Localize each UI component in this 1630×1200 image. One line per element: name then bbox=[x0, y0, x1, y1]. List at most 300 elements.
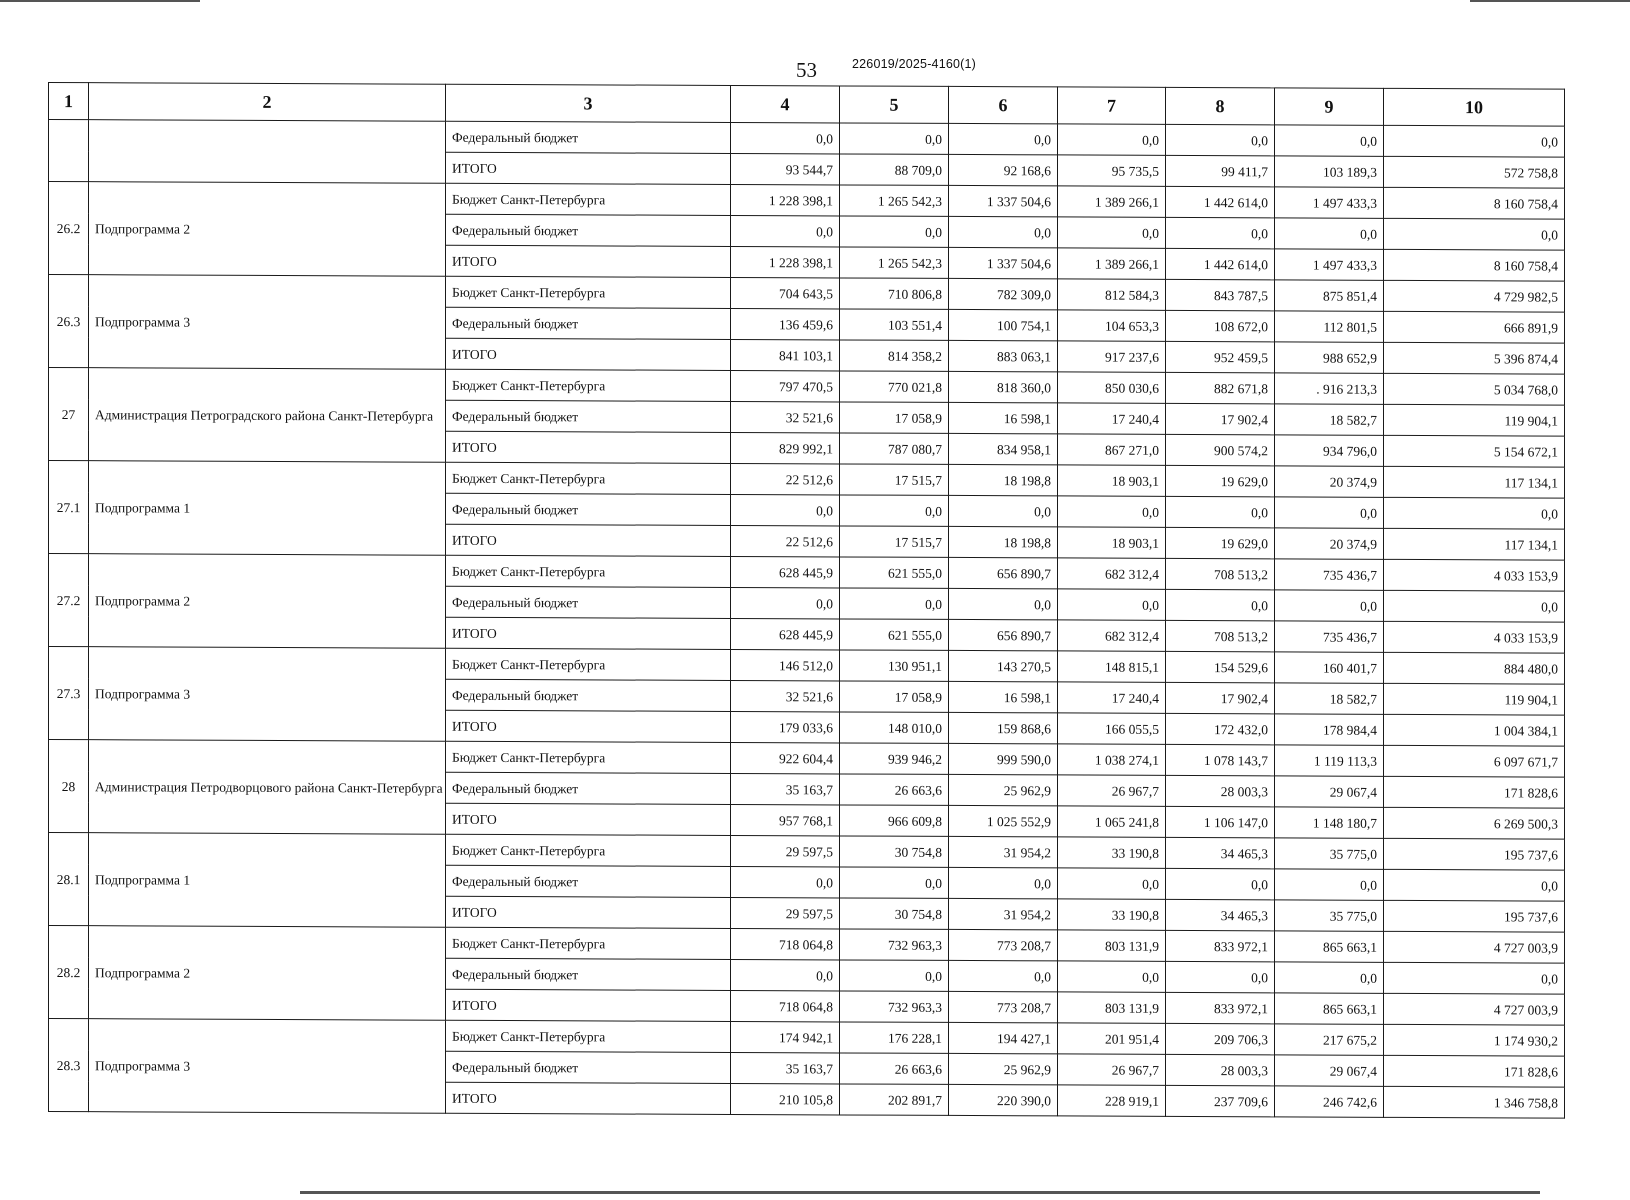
amount-cell: 917 237,6 bbox=[1058, 341, 1166, 372]
amount-cell: 0,0 bbox=[1384, 962, 1565, 994]
funding-source: Бюджет Санкт-Петербурга bbox=[446, 183, 731, 215]
amount-cell: 829 992,1 bbox=[731, 432, 840, 463]
amount-cell: 171 828,6 bbox=[1384, 776, 1565, 808]
amount-cell: 92 168,6 bbox=[949, 154, 1058, 185]
amount-cell: 0,0 bbox=[949, 216, 1058, 247]
amount-cell: 0,0 bbox=[731, 215, 840, 246]
amount-cell: 708 513,2 bbox=[1166, 558, 1275, 589]
amount-cell: 621 555,0 bbox=[840, 619, 949, 650]
row-number: 26.3 bbox=[49, 275, 89, 368]
amount-cell: 0,0 bbox=[1058, 496, 1166, 527]
amount-cell: 0,0 bbox=[731, 959, 840, 990]
funding-source: Бюджет Санкт-Петербурга bbox=[446, 927, 731, 959]
program-name: Подпрограмма 1 bbox=[89, 833, 446, 928]
row-number: 27.3 bbox=[49, 647, 89, 740]
column-header: 9 bbox=[1275, 88, 1384, 125]
funding-source: Федеральный бюджет bbox=[446, 493, 731, 525]
amount-cell: 922 604,4 bbox=[731, 742, 840, 773]
amount-cell: 0,0 bbox=[1058, 217, 1166, 248]
amount-cell: 34 465,3 bbox=[1166, 899, 1275, 930]
funding-source: Федеральный бюджет bbox=[446, 307, 731, 339]
funding-source: ИТОГО bbox=[446, 896, 731, 928]
funding-source: Федеральный бюджет bbox=[446, 214, 731, 246]
amount-cell: 710 806,8 bbox=[840, 278, 949, 309]
amount-cell: 103 551,4 bbox=[840, 309, 949, 340]
budget-table bbox=[48, 82, 1565, 1119]
funding-source: Федеральный бюджет bbox=[446, 958, 731, 990]
amount-cell: 628 445,9 bbox=[731, 618, 840, 649]
amount-cell: 4 727 003,9 bbox=[1384, 993, 1565, 1025]
program-name bbox=[89, 120, 446, 184]
amount-cell: 0,0 bbox=[1166, 496, 1275, 527]
amount-cell: 883 063,1 bbox=[949, 340, 1058, 371]
amount-cell: 0,0 bbox=[1166, 124, 1275, 155]
program-name: Подпрограмма 2 bbox=[89, 182, 446, 277]
amount-cell: 770 021,8 bbox=[840, 371, 949, 402]
amount-cell: 103 189,3 bbox=[1275, 156, 1384, 187]
column-header: 2 bbox=[89, 83, 446, 122]
amount-cell: 735 436,7 bbox=[1275, 559, 1384, 590]
amount-cell: 176 228,1 bbox=[840, 1022, 949, 1053]
amount-cell: 4 727 003,9 bbox=[1384, 931, 1565, 963]
amount-cell: 246 742,6 bbox=[1275, 1086, 1384, 1117]
amount-cell: 834 958,1 bbox=[949, 433, 1058, 464]
amount-cell: 0,0 bbox=[1384, 869, 1565, 901]
amount-cell: 17 058,9 bbox=[840, 681, 949, 712]
amount-cell: 1 442 614,0 bbox=[1166, 248, 1275, 279]
amount-cell: 26 967,7 bbox=[1058, 1054, 1166, 1085]
document-code: 226019/2025-4160(1) bbox=[852, 57, 977, 71]
amount-cell: 1 038 274,1 bbox=[1058, 744, 1166, 775]
amount-cell: 25 962,9 bbox=[949, 1053, 1058, 1084]
amount-cell: 814 358,2 bbox=[840, 340, 949, 371]
row-number: 27 bbox=[49, 368, 89, 461]
amount-cell: 704 643,5 bbox=[731, 277, 840, 308]
amount-cell: 735 436,7 bbox=[1275, 621, 1384, 652]
amount-cell: 865 663,1 bbox=[1275, 993, 1384, 1024]
program-name: Подпрограмма 3 bbox=[89, 647, 446, 742]
table-row bbox=[49, 461, 1565, 499]
amount-cell: 154 529,6 bbox=[1166, 651, 1275, 682]
row-number: 28.1 bbox=[49, 833, 89, 926]
amount-cell: 0,0 bbox=[949, 495, 1058, 526]
funding-source: Федеральный бюджет bbox=[446, 400, 731, 432]
amount-cell: 159 868,6 bbox=[949, 712, 1058, 743]
amount-cell: 957 768,1 bbox=[731, 804, 840, 835]
amount-cell: 867 271,0 bbox=[1058, 434, 1166, 465]
amount-cell: 28 003,3 bbox=[1166, 775, 1275, 806]
amount-cell: 833 972,1 bbox=[1166, 992, 1275, 1023]
amount-cell: 4 033 153,9 bbox=[1384, 559, 1565, 591]
amount-cell: 803 131,9 bbox=[1058, 992, 1166, 1023]
amount-cell: 1 265 542,3 bbox=[840, 185, 949, 216]
amount-cell: 5 396 874,4 bbox=[1384, 342, 1565, 374]
amount-cell: 1 174 930,2 bbox=[1384, 1024, 1565, 1056]
amount-cell: 16 598,1 bbox=[949, 681, 1058, 712]
amount-cell: 18 198,8 bbox=[949, 464, 1058, 495]
amount-cell: 1 106 147,0 bbox=[1166, 806, 1275, 837]
amount-cell: 732 963,3 bbox=[840, 929, 949, 960]
amount-cell: 178 984,4 bbox=[1275, 714, 1384, 745]
amount-cell: 882 671,8 bbox=[1166, 372, 1275, 403]
amount-cell: 0,0 bbox=[1058, 589, 1166, 620]
amount-cell: 19 629,0 bbox=[1166, 465, 1275, 496]
amount-cell: 29 067,4 bbox=[1275, 776, 1384, 807]
amount-cell: 884 480,0 bbox=[1384, 652, 1565, 684]
scan-edge-top-right bbox=[1470, 0, 1630, 2]
amount-cell: 782 309,0 bbox=[949, 278, 1058, 309]
amount-cell: 797 470,5 bbox=[731, 370, 840, 401]
amount-cell: 88 709,0 bbox=[840, 154, 949, 185]
amount-cell: 666 891,9 bbox=[1384, 311, 1565, 343]
amount-cell: 1 442 614,0 bbox=[1166, 186, 1275, 217]
funding-source: ИТОГО bbox=[446, 245, 731, 277]
funding-source: Федеральный бюджет bbox=[446, 121, 731, 153]
amount-cell: 34 465,3 bbox=[1166, 837, 1275, 868]
amount-cell: 17 902,4 bbox=[1166, 682, 1275, 713]
funding-source: Федеральный бюджет bbox=[446, 865, 731, 897]
amount-cell: 209 706,3 bbox=[1166, 1023, 1275, 1054]
amount-cell: 628 445,9 bbox=[731, 556, 840, 587]
amount-cell: 843 787,5 bbox=[1166, 279, 1275, 310]
column-header: 5 bbox=[840, 86, 949, 123]
amount-cell: 1 346 758,8 bbox=[1384, 1086, 1565, 1118]
funding-source: Федеральный бюджет bbox=[446, 772, 731, 804]
amount-cell: 18 198,8 bbox=[949, 526, 1058, 557]
amount-cell: 1 389 266,1 bbox=[1058, 186, 1166, 217]
amount-cell: 237 709,6 bbox=[1166, 1085, 1275, 1116]
amount-cell: 850 030,6 bbox=[1058, 372, 1166, 403]
amount-cell: 718 064,8 bbox=[731, 928, 840, 959]
amount-cell: 18 582,7 bbox=[1275, 683, 1384, 714]
amount-cell: 773 208,7 bbox=[949, 991, 1058, 1022]
column-header: 6 bbox=[949, 86, 1058, 123]
amount-cell: 621 555,0 bbox=[840, 557, 949, 588]
amount-cell: 17 058,9 bbox=[840, 402, 949, 433]
amount-cell: 0,0 bbox=[840, 960, 949, 991]
amount-cell: 148 010,0 bbox=[840, 712, 949, 743]
funding-source: ИТОГО bbox=[446, 152, 731, 184]
amount-cell: 6 097 671,7 bbox=[1384, 745, 1565, 777]
row-number: 27.2 bbox=[49, 554, 89, 647]
amount-cell: 0,0 bbox=[1058, 961, 1166, 992]
amount-cell: 25 962,9 bbox=[949, 774, 1058, 805]
amount-cell: 999 590,0 bbox=[949, 743, 1058, 774]
amount-cell: 201 951,4 bbox=[1058, 1023, 1166, 1054]
amount-cell: 17 240,4 bbox=[1058, 682, 1166, 713]
amount-cell: 0,0 bbox=[1384, 125, 1565, 157]
table-body bbox=[49, 120, 1565, 1119]
amount-cell: 18 903,1 bbox=[1058, 527, 1166, 558]
amount-cell: 1 004 384,1 bbox=[1384, 714, 1565, 746]
amount-cell: 0,0 bbox=[1275, 590, 1384, 621]
column-header: 3 bbox=[446, 84, 731, 122]
amount-cell: 228 919,1 bbox=[1058, 1085, 1166, 1116]
row-number: 28.2 bbox=[49, 926, 89, 1019]
column-header: 7 bbox=[1058, 87, 1166, 124]
document-page bbox=[48, 82, 1564, 1119]
amount-cell: 148 815,1 bbox=[1058, 651, 1166, 682]
amount-cell: 119 904,1 bbox=[1384, 404, 1565, 436]
amount-cell: 1 025 552,9 bbox=[949, 805, 1058, 836]
amount-cell: 35 775,0 bbox=[1275, 900, 1384, 931]
amount-cell: 1 148 180,7 bbox=[1275, 807, 1384, 838]
funding-source: ИТОГО bbox=[446, 1082, 731, 1114]
program-name: Подпрограмма 1 bbox=[89, 461, 446, 556]
funding-source: ИТОГО bbox=[446, 617, 731, 649]
amount-cell: 0,0 bbox=[1275, 869, 1384, 900]
amount-cell: 1 497 433,3 bbox=[1275, 249, 1384, 280]
amount-cell: 0,0 bbox=[1275, 218, 1384, 249]
table-row bbox=[49, 740, 1565, 778]
amount-cell: 1 337 504,6 bbox=[949, 185, 1058, 216]
amount-cell: 1 228 398,1 bbox=[731, 246, 840, 277]
amount-cell: 171 828,6 bbox=[1384, 1055, 1565, 1087]
amount-cell: 0,0 bbox=[731, 122, 840, 153]
table-row bbox=[49, 182, 1565, 220]
row-number: 27.1 bbox=[49, 461, 89, 554]
row-number: 28.3 bbox=[49, 1019, 89, 1112]
amount-cell: 28 003,3 bbox=[1166, 1054, 1275, 1085]
amount-cell: 117 134,1 bbox=[1384, 466, 1565, 498]
scan-edge-top-left bbox=[0, 0, 200, 2]
amount-cell: 0,0 bbox=[1166, 868, 1275, 899]
funding-source: ИТОГО bbox=[446, 524, 731, 556]
amount-cell: 17 515,7 bbox=[840, 464, 949, 495]
amount-cell: 117 134,1 bbox=[1384, 528, 1565, 560]
amount-cell: 18 582,7 bbox=[1275, 404, 1384, 435]
amount-cell: 195 737,6 bbox=[1384, 900, 1565, 932]
amount-cell: 95 735,5 bbox=[1058, 155, 1166, 186]
column-header: 8 bbox=[1166, 87, 1275, 124]
amount-cell: 0,0 bbox=[731, 494, 840, 525]
amount-cell: 29 067,4 bbox=[1275, 1055, 1384, 1086]
amount-cell: 841 103,1 bbox=[731, 339, 840, 370]
table-row bbox=[49, 1019, 1565, 1057]
amount-cell: 0,0 bbox=[1058, 868, 1166, 899]
amount-cell: 875 851,4 bbox=[1275, 280, 1384, 311]
program-name: Администрация Петродворцового района Санкт-Петербурга bbox=[89, 740, 446, 835]
funding-source: Бюджет Санкт-Петербурга bbox=[446, 648, 731, 680]
funding-source: Бюджет Санкт-Петербурга bbox=[446, 555, 731, 587]
amount-cell: 656 890,7 bbox=[949, 619, 1058, 650]
amount-cell: 682 312,4 bbox=[1058, 558, 1166, 589]
table-row bbox=[49, 647, 1565, 685]
amount-cell: 30 754,8 bbox=[840, 898, 949, 929]
amount-cell: 1 119 113,3 bbox=[1275, 745, 1384, 776]
table-row bbox=[49, 120, 1565, 158]
amount-cell: 146 512,0 bbox=[731, 649, 840, 680]
amount-cell: 8 160 758,4 bbox=[1384, 249, 1565, 281]
amount-cell: 100 754,1 bbox=[949, 309, 1058, 340]
funding-source: ИТОГО bbox=[446, 431, 731, 463]
amount-cell: 202 891,7 bbox=[840, 1084, 949, 1115]
row-number: 28 bbox=[49, 740, 89, 833]
amount-cell: 0,0 bbox=[1166, 961, 1275, 992]
amount-cell: 8 160 758,4 bbox=[1384, 187, 1565, 219]
amount-cell: 16 598,1 bbox=[949, 402, 1058, 433]
funding-source: ИТОГО bbox=[446, 803, 731, 835]
amount-cell: 179 033,6 bbox=[731, 711, 840, 742]
column-header: 10 bbox=[1384, 88, 1565, 126]
funding-source: ИТОГО bbox=[446, 338, 731, 370]
amount-cell: 22 512,6 bbox=[731, 463, 840, 494]
amount-cell: 732 963,3 bbox=[840, 991, 949, 1022]
amount-cell: 17 240,4 bbox=[1058, 403, 1166, 434]
program-name: Подпрограмма 2 bbox=[89, 926, 446, 1021]
amount-cell: 1 497 433,3 bbox=[1275, 187, 1384, 218]
row-number: 26.2 bbox=[49, 182, 89, 275]
amount-cell: 172 432,0 bbox=[1166, 713, 1275, 744]
amount-cell: 5 034 768,0 bbox=[1384, 373, 1565, 405]
amount-cell: 0,0 bbox=[840, 588, 949, 619]
amount-cell: 966 609,8 bbox=[840, 805, 949, 836]
funding-source: Бюджет Санкт-Петербурга bbox=[446, 741, 731, 773]
amount-cell: 1 228 398,1 bbox=[731, 184, 840, 215]
amount-cell: 17 515,7 bbox=[840, 526, 949, 557]
amount-cell: 5 154 672,1 bbox=[1384, 435, 1565, 467]
amount-cell: 160 401,7 bbox=[1275, 652, 1384, 683]
program-name: Подпрограмма 3 bbox=[89, 1019, 446, 1114]
amount-cell: 194 427,1 bbox=[949, 1022, 1058, 1053]
amount-cell: . 916 213,3 bbox=[1275, 373, 1384, 404]
amount-cell: 19 629,0 bbox=[1166, 527, 1275, 558]
funding-source: ИТОГО bbox=[446, 710, 731, 742]
amount-cell: 29 597,5 bbox=[731, 897, 840, 928]
amount-cell: 1 078 143,7 bbox=[1166, 744, 1275, 775]
amount-cell: 33 190,8 bbox=[1058, 899, 1166, 930]
funding-source: Бюджет Санкт-Петербурга bbox=[446, 834, 731, 866]
amount-cell: 682 312,4 bbox=[1058, 620, 1166, 651]
amount-cell: 99 411,7 bbox=[1166, 155, 1275, 186]
amount-cell: 0,0 bbox=[840, 495, 949, 526]
table-row bbox=[49, 275, 1565, 313]
amount-cell: 26 663,6 bbox=[840, 1053, 949, 1084]
amount-cell: 220 390,0 bbox=[949, 1084, 1058, 1115]
amount-cell: 26 967,7 bbox=[1058, 775, 1166, 806]
amount-cell: 35 775,0 bbox=[1275, 838, 1384, 869]
amount-cell: 818 360,0 bbox=[949, 371, 1058, 402]
program-name: Подпрограмма 3 bbox=[89, 275, 446, 370]
amount-cell: 934 796,0 bbox=[1275, 435, 1384, 466]
amount-cell: 0,0 bbox=[1275, 962, 1384, 993]
amount-cell: 136 459,6 bbox=[731, 308, 840, 339]
amount-cell: 0,0 bbox=[949, 588, 1058, 619]
amount-cell: 0,0 bbox=[949, 960, 1058, 991]
amount-cell: 31 954,2 bbox=[949, 898, 1058, 929]
amount-cell: 0,0 bbox=[1275, 497, 1384, 528]
funding-source: Федеральный бюджет bbox=[446, 679, 731, 711]
amount-cell: 952 459,5 bbox=[1166, 341, 1275, 372]
amount-cell: 104 653,3 bbox=[1058, 310, 1166, 341]
funding-source: Федеральный бюджет bbox=[446, 586, 731, 618]
amount-cell: 572 758,8 bbox=[1384, 156, 1565, 188]
amount-cell: 787 080,7 bbox=[840, 433, 949, 464]
amount-cell: 1 065 241,8 bbox=[1058, 806, 1166, 837]
amount-cell: 0,0 bbox=[840, 216, 949, 247]
table-row bbox=[49, 833, 1565, 871]
amount-cell: 773 208,7 bbox=[949, 929, 1058, 960]
amount-cell: 35 163,7 bbox=[731, 1052, 840, 1083]
amount-cell: 26 663,6 bbox=[840, 774, 949, 805]
amount-cell: 0,0 bbox=[1166, 217, 1275, 248]
amount-cell: 31 954,2 bbox=[949, 836, 1058, 867]
program-name: Администрация Петроградского района Санкт-Петербурга bbox=[89, 368, 446, 463]
amount-cell: 174 942,1 bbox=[731, 1021, 840, 1052]
amount-cell: 166 055,5 bbox=[1058, 713, 1166, 744]
amount-cell: 18 903,1 bbox=[1058, 465, 1166, 496]
amount-cell: 29 597,5 bbox=[731, 835, 840, 866]
amount-cell: 20 374,9 bbox=[1275, 466, 1384, 497]
program-name: Подпрограмма 2 bbox=[89, 554, 446, 649]
amount-cell: 4 729 982,5 bbox=[1384, 280, 1565, 312]
amount-cell: 718 064,8 bbox=[731, 990, 840, 1021]
row-number bbox=[49, 120, 89, 182]
amount-cell: 17 902,4 bbox=[1166, 403, 1275, 434]
amount-cell: 0,0 bbox=[1058, 124, 1166, 155]
amount-cell: 900 574,2 bbox=[1166, 434, 1275, 465]
amount-cell: 32 521,6 bbox=[731, 401, 840, 432]
amount-cell: 1 265 542,3 bbox=[840, 247, 949, 278]
page-number: 53 bbox=[796, 58, 817, 82]
amount-cell: 0,0 bbox=[949, 123, 1058, 154]
amount-cell: 656 890,7 bbox=[949, 557, 1058, 588]
amount-cell: 0,0 bbox=[731, 587, 840, 618]
amount-cell: 210 105,8 bbox=[731, 1083, 840, 1114]
funding-source: Бюджет Санкт-Петербурга bbox=[446, 1020, 731, 1052]
amount-cell: 708 513,2 bbox=[1166, 620, 1275, 651]
amount-cell: 0,0 bbox=[1384, 590, 1565, 622]
funding-source: Бюджет Санкт-Петербурга bbox=[446, 276, 731, 308]
amount-cell: 35 163,7 bbox=[731, 773, 840, 804]
column-header: 1 bbox=[49, 83, 89, 120]
table-row bbox=[49, 368, 1565, 406]
amount-cell: 939 946,2 bbox=[840, 743, 949, 774]
column-header: 4 bbox=[731, 85, 840, 122]
amount-cell: 20 374,9 bbox=[1275, 528, 1384, 559]
table-row bbox=[49, 554, 1565, 592]
amount-cell: 1 389 266,1 bbox=[1058, 248, 1166, 279]
funding-source: ИТОГО bbox=[446, 989, 731, 1021]
amount-cell: 108 672,0 bbox=[1166, 310, 1275, 341]
scan-edge-bottom bbox=[300, 1191, 1540, 1194]
amount-cell: 30 754,8 bbox=[840, 836, 949, 867]
amount-cell: 130 951,1 bbox=[840, 650, 949, 681]
amount-cell: 0,0 bbox=[840, 867, 949, 898]
amount-cell: 865 663,1 bbox=[1275, 931, 1384, 962]
amount-cell: 33 190,8 bbox=[1058, 837, 1166, 868]
amount-cell: 119 904,1 bbox=[1384, 683, 1565, 715]
amount-cell: 195 737,6 bbox=[1384, 838, 1565, 870]
amount-cell: 22 512,6 bbox=[731, 525, 840, 556]
amount-cell: 112 801,5 bbox=[1275, 311, 1384, 342]
amount-cell: 803 131,9 bbox=[1058, 930, 1166, 961]
amount-cell: 833 972,1 bbox=[1166, 930, 1275, 961]
amount-cell: 812 584,3 bbox=[1058, 279, 1166, 310]
amount-cell: 0,0 bbox=[1275, 125, 1384, 156]
amount-cell: 0,0 bbox=[840, 123, 949, 154]
amount-cell: 143 270,5 bbox=[949, 650, 1058, 681]
amount-cell: 0,0 bbox=[1384, 497, 1565, 529]
amount-cell: 0,0 bbox=[949, 867, 1058, 898]
amount-cell: 32 521,6 bbox=[731, 680, 840, 711]
amount-cell: 217 675,2 bbox=[1275, 1024, 1384, 1055]
amount-cell: 0,0 bbox=[731, 866, 840, 897]
funding-source: Бюджет Санкт-Петербурга bbox=[446, 462, 731, 494]
funding-source: Федеральный бюджет bbox=[446, 1051, 731, 1083]
amount-cell: 0,0 bbox=[1166, 589, 1275, 620]
amount-cell: 0,0 bbox=[1384, 218, 1565, 250]
